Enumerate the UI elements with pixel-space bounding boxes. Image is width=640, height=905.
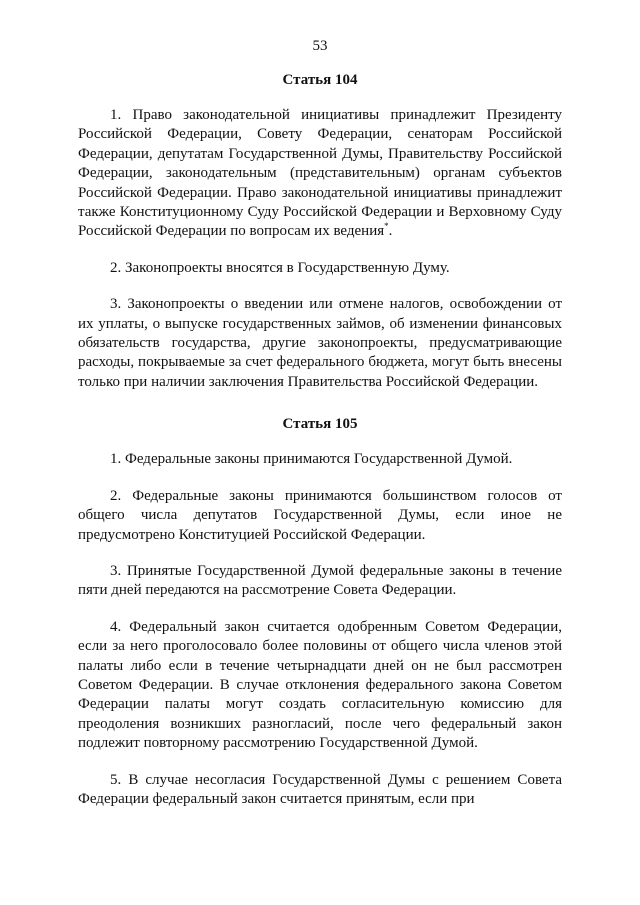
article-104-paragraph-1 [78,106,562,242]
footnote-marker: * [384,221,389,232]
article-104-title: Статья 104 [282,72,358,88]
article-104-paragraph-1-end: . [388,223,393,240]
article-104-paragraph-3: 3. Законопроекты о введении или отмене налогов, освобождении от их уплаты, о выпуске государственных займов, об изменении финансовых обязательств государства, другие законопроекты, предусматривающие расходы, покрываемые за счет федерального бюджета, могут быть внесены только при наличии заключения Правительства Российской Федерации. [78,296,562,390]
article-105-paragraph-2: 2. Федеральные законы принимаются большинством голосов от общего числа депутатов Государственной Думы, если иное не предусмотрено Конституцией Российской Федерации. [78,487,562,543]
document-page [78,36,562,826]
article-105-paragraph-4: 4. Федеральный закон считается одобренным Советом Федерации, если за него проголосовало более половины от общего числа членов этой палаты либо если в течение четырнадцати дней он не был рассмотрен Советом Федерации. В случае отклонения федерального закона Советом Федерации палаты могут создать согласительную комиссию для преодоления возникших разногласий, после чего федеральный закон подлежит повторному рассмотрению Государственной Думой. [78,618,562,752]
article-104-paragraph-1-text: 1. Право законодательной инициативы принадлежит Президенту Российской Федерации, Совету Федерации, сенаторам Российской Федерации, депутатам Государственной Думы, Правительству Российской Федерации, законодательным (представительным) органам субъектов Российской Федерации. Право законодательной инициативы принадлежит также Конституционному Суду Российской Федерации и Верховному Суду Российской Федерации по вопросам их ведения [78,107,562,240]
page-number: 53 [312,38,328,54]
article-105-paragraph-1: 1. Федеральные законы принимаются Государственной Думой. [110,451,513,468]
article-105-paragraph-3: 3. Принятые Государственной Думой федеральные законы в течение пяти дней передаются на рассмотрение Совета Федерации. [78,562,562,599]
article-105-paragraph-5: 5. В случае несогласия Государственной Думы с решением Совета Федерации федеральный закон считается принятым, если при [78,771,562,807]
article-105-title: Статья 105 [282,416,358,433]
article-104-paragraph-2: 2. Законопроекты вносятся в Государственную Думу. [110,259,450,276]
